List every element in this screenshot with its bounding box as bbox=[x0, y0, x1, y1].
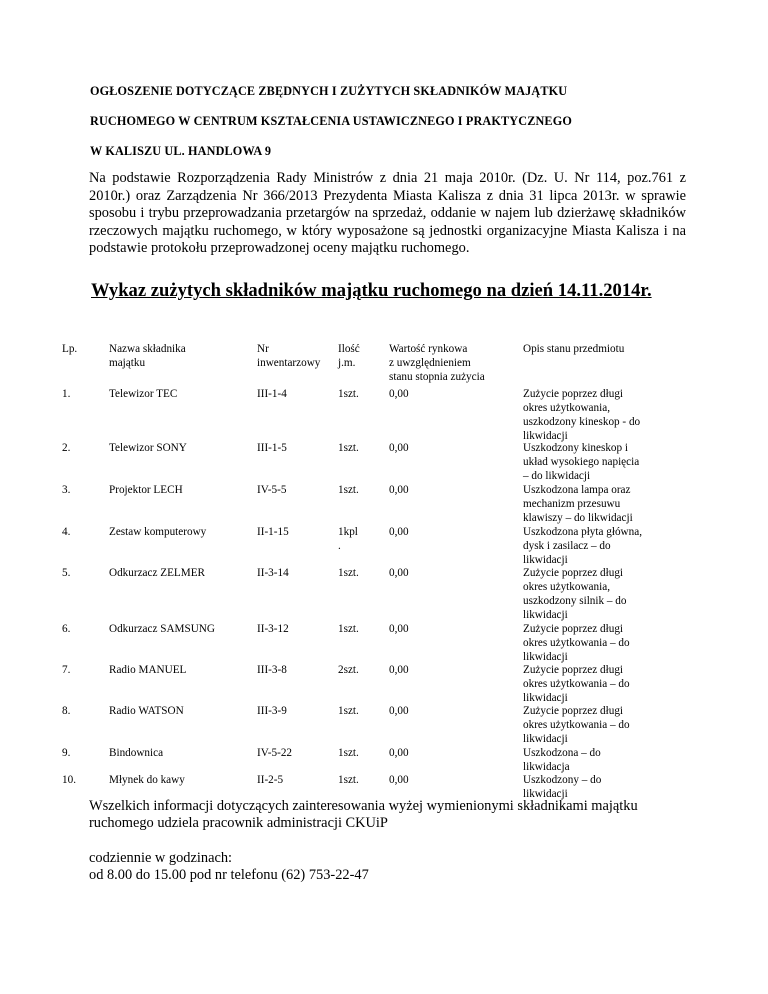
cell-value: 0,00 bbox=[389, 442, 409, 454]
cell-qty: 1szt. bbox=[338, 567, 359, 579]
cell-name: Projektor LECH bbox=[109, 484, 183, 496]
cell-qty: 2szt. bbox=[338, 664, 359, 676]
cell-nr: III-3-9 bbox=[257, 705, 287, 717]
cell-nr: II-3-12 bbox=[257, 623, 289, 635]
cell-name: Telewizor SONY bbox=[109, 442, 187, 454]
cell-desc: Zużycie poprzez długi okres użytkowania – do likwidacji bbox=[523, 664, 630, 704]
header-value: Wartość rynkowa z uwzględnieniem stanu stopnia zużycia bbox=[389, 343, 485, 383]
cell-value: 0,00 bbox=[389, 526, 409, 538]
cell-value: 0,00 bbox=[389, 774, 409, 786]
cell-nr: II-1-15 bbox=[257, 526, 289, 538]
cell-nr: III-1-5 bbox=[257, 442, 287, 454]
cell-desc: Uszkodzona lampa oraz mechanizm przesuwu klawiszy – do likwidacji bbox=[523, 484, 633, 524]
cell-lp: 8. bbox=[62, 705, 71, 717]
cell-name: Radio WATSON bbox=[109, 705, 184, 717]
cell-lp: 1. bbox=[62, 388, 71, 400]
cell-qty: 1szt. bbox=[338, 747, 359, 759]
cell-name: Odkurzacz SAMSUNG bbox=[109, 623, 215, 635]
announcement-title-line-1: OGŁOSZENIE DOTYCZĄCE ZBĘDNYCH I ZUŻYTYCH SKŁADNIKÓW MAJĄTKU bbox=[90, 84, 568, 98]
cell-name: Młynek do kawy bbox=[109, 774, 185, 786]
cell-lp: 10. bbox=[62, 774, 76, 786]
cell-desc: Uszkodzona – do likwidacja bbox=[523, 747, 601, 773]
cell-qty: 1szt. bbox=[338, 442, 359, 454]
cell-lp: 6. bbox=[62, 623, 71, 635]
cell-name: Bindownica bbox=[109, 747, 164, 759]
cell-lp: 5. bbox=[62, 567, 71, 579]
cell-lp: 3. bbox=[62, 484, 71, 496]
header-lp: Lp. bbox=[62, 343, 78, 355]
announcement-title-line-3: W KALISZU UL. HANDLOWA 9 bbox=[90, 144, 272, 158]
cell-value: 0,00 bbox=[389, 664, 409, 676]
cell-value: 0,00 bbox=[389, 747, 409, 759]
cell-qty: 1szt. bbox=[338, 623, 359, 635]
inventory-list-title: Wykaz zużytych składników majątku ruchomego na dzień 14.11.2014r. bbox=[91, 280, 652, 301]
contact-phone-line: od 8.00 do 15.00 pod nr telefonu (62) 753-22-47 bbox=[89, 867, 369, 883]
cell-desc: Zużycie poprzez długi okres użytkowania – do likwidacji bbox=[523, 705, 630, 745]
cell-qty: 1szt. bbox=[338, 388, 359, 400]
cell-qty: 1kpl . bbox=[338, 526, 358, 552]
cell-desc: Zużycie poprzez długi okres użytkowania, uszkodzony silnik – do likwidacji bbox=[523, 567, 627, 621]
cell-lp: 9. bbox=[62, 747, 71, 759]
cell-qty: 1szt. bbox=[338, 705, 359, 717]
cell-desc: Uszkodzony kineskop i układ wysokiego napięcia – do likwidacji bbox=[523, 442, 640, 482]
cell-nr: III-1-4 bbox=[257, 388, 287, 400]
cell-desc: Zużycie poprzez długi okres użytkowania – do likwidacji bbox=[523, 623, 630, 663]
cell-lp: 2. bbox=[62, 442, 71, 454]
cell-name: Zestaw komputerowy bbox=[109, 526, 207, 538]
cell-desc: Uszkodzony – do likwidacji bbox=[523, 774, 602, 800]
header-desc: Opis stanu przedmiotu bbox=[523, 343, 625, 355]
header-nr: Nr inwentarzowy bbox=[257, 343, 321, 369]
contact-info-line-1: Wszelkich informacji dotyczących zainteresowania wyżej wymienionymi składnikami majątku bbox=[89, 798, 638, 814]
cell-value: 0,00 bbox=[389, 484, 409, 496]
cell-nr: IV-5-5 bbox=[257, 484, 287, 496]
contact-info-line-2: ruchomego udziela pracownik administracji CKUiP bbox=[89, 815, 388, 831]
header-name: Nazwa składnika majątku bbox=[109, 343, 186, 369]
cell-nr: II-3-14 bbox=[257, 567, 289, 579]
cell-nr: II-2-5 bbox=[257, 774, 284, 786]
cell-value: 0,00 bbox=[389, 705, 409, 717]
header-qty: Ilość j.m. bbox=[338, 343, 360, 369]
cell-name: Odkurzacz ZELMER bbox=[109, 567, 205, 579]
cell-value: 0,00 bbox=[389, 567, 409, 579]
cell-qty: 1szt. bbox=[338, 774, 359, 786]
cell-qty: 1szt. bbox=[338, 484, 359, 496]
cell-lp: 7. bbox=[62, 664, 71, 676]
cell-desc: Zużycie poprzez długi okres użytkowania, uszkodzony kineskop - do likwidacji bbox=[523, 388, 641, 442]
legal-basis-paragraph: Na podstawie Rozporządzenia Rady Ministrów z dnia 21 maja 2010r. (Dz. U. Nr 114, poz.761 z 2010r.) oraz Zarządzenia Nr 366/2013 Prezydenta Miasta Kalisza z dnia 31 lipca 2013r. w sprawie sposobu i trybu przeprowadzania przetargów na sprzedaż, oddanie w najem lub dzierżawę składników rzeczowych majątku ruchomego, w który wyposażone są jednostki organizacyjne Miasta Kalisza i na podstawie protokołu przeprowadzonej oceny majątku ruchomego. bbox=[89, 170, 686, 256]
cell-nr: III-3-8 bbox=[257, 664, 287, 676]
cell-name: Telewizor TEC bbox=[109, 388, 178, 400]
cell-value: 0,00 bbox=[389, 623, 409, 635]
announcement-title-line-2: RUCHOMEGO W CENTRUM KSZTAŁCENIA USTAWICZNEGO I PRAKTYCZNEGO bbox=[90, 114, 572, 128]
cell-lp: 4. bbox=[62, 526, 71, 538]
cell-value: 0,00 bbox=[389, 388, 409, 400]
cell-nr: IV-5-22 bbox=[257, 747, 293, 759]
cell-desc: Uszkodzona płyta główna, dysk i zasilacz – do likwidacji bbox=[523, 526, 642, 566]
contact-hours-line: codziennie w godzinach: bbox=[89, 850, 233, 866]
cell-name: Radio MANUEL bbox=[109, 664, 187, 676]
